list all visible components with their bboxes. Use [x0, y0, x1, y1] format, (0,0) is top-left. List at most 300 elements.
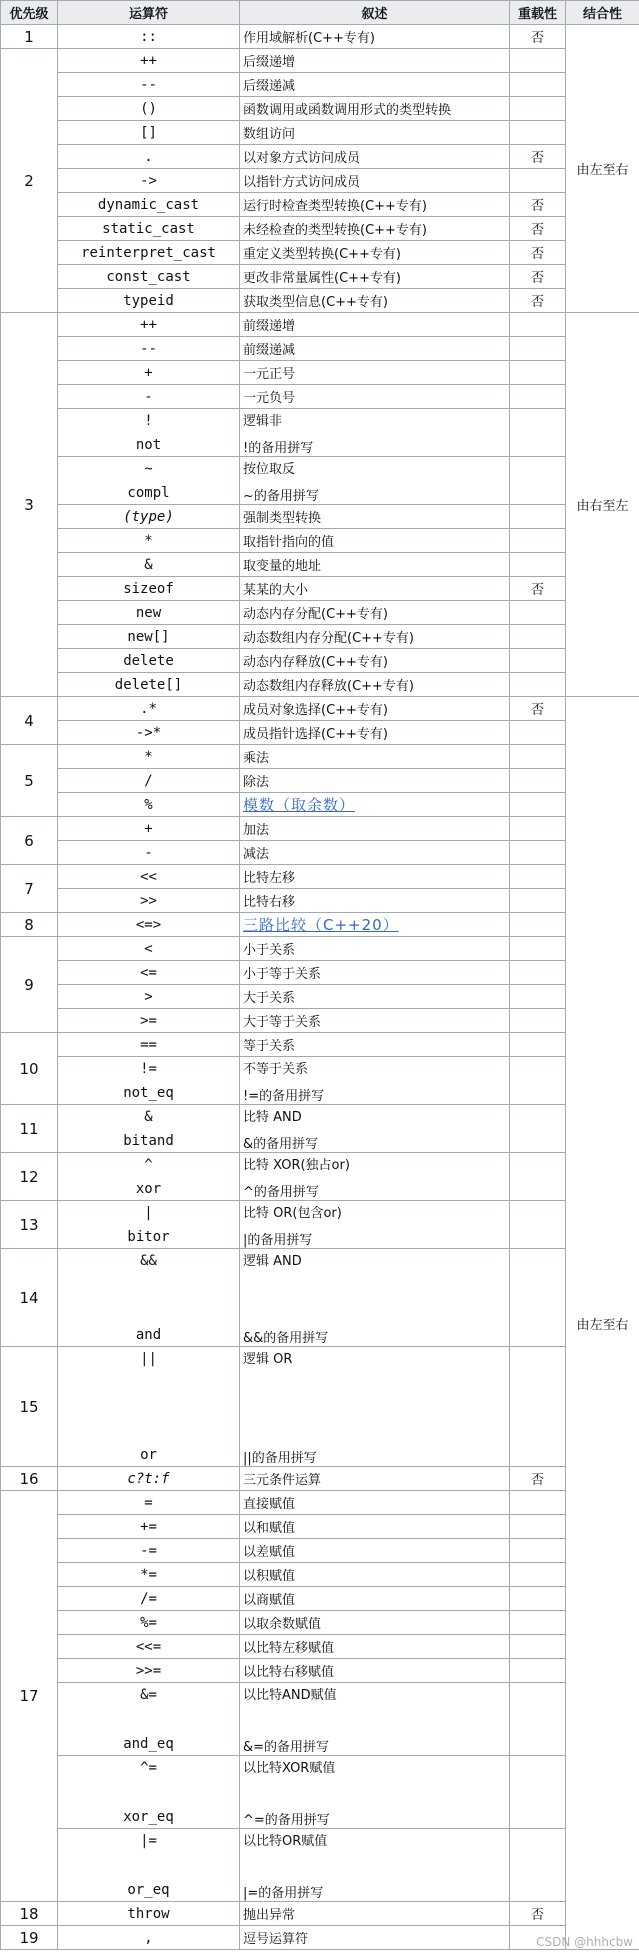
operator-symbol: /: [144, 772, 153, 789]
operator-cell: [58, 1926, 240, 1950]
table-row: [1, 313, 639, 337]
description-text: 以比特左移赋值: [243, 1641, 335, 1656]
description-cell: [240, 361, 510, 385]
table-row: [1, 649, 639, 673]
table-row: [1, 361, 639, 385]
description-cell: [240, 1926, 510, 1950]
operator-symbol: ^: [144, 1156, 153, 1173]
table-row: [1, 97, 639, 121]
operator-cell: [58, 1033, 240, 1057]
operator-symbol: --: [140, 76, 157, 93]
operator-cell: [58, 457, 240, 505]
operator-cell: [58, 145, 240, 169]
description-text: 获取类型信息(C++专有): [243, 295, 389, 310]
operator-symbol: and: [135, 1326, 162, 1343]
operator-symbol: +: [144, 364, 153, 381]
overloadable-cell: [510, 505, 566, 529]
operator-cell: [58, 265, 240, 289]
overloadable-cell: [510, 169, 566, 193]
overloadable-cell: [510, 1611, 566, 1635]
description-text: 减法: [243, 847, 270, 862]
operator-symbol: -=: [140, 1542, 157, 1559]
description-cell: [240, 241, 510, 265]
description-text: 比特 AND: [243, 1109, 302, 1125]
overloadable-cell: 否: [510, 217, 566, 241]
operator-cell: [58, 1249, 240, 1347]
operator-symbol: reinterpret_cast: [81, 244, 216, 261]
description-text: 动态内存释放(C++专有): [243, 655, 389, 670]
table-row: [1, 1249, 639, 1347]
description-cell: [240, 337, 510, 361]
operator-cell: [58, 721, 240, 745]
description-text: 取指针指向的值: [243, 535, 335, 550]
description-text: 取变量的地址: [243, 559, 322, 574]
table-row: [1, 1153, 639, 1201]
overloadable-cell: [510, 817, 566, 841]
overloadable-cell: [510, 553, 566, 577]
description-text: 以对象方式访问成员: [243, 151, 361, 166]
precedence-cell: 9: [1, 937, 58, 1033]
operator-cell: [58, 625, 240, 649]
overloadable-cell: [510, 1105, 566, 1153]
operator-cell: [58, 1105, 240, 1153]
description-text: !的备用拼写: [243, 440, 314, 456]
table-row: [1, 1539, 639, 1563]
description-text: 动态数组内存释放(C++专有): [243, 679, 415, 694]
overloadable-cell: [510, 601, 566, 625]
operator-cell: [58, 409, 240, 457]
description-text: 除法: [243, 775, 270, 790]
header-overloadable: 重载性: [510, 1, 566, 25]
operator-cell: [58, 313, 240, 337]
operator-symbol: *=: [140, 1566, 157, 1583]
precedence-cell: 3: [1, 313, 58, 697]
table-row: [1, 553, 639, 577]
operator-cell: [58, 97, 240, 121]
operator-cell: [58, 577, 240, 601]
table-row: [1, 1587, 639, 1611]
operator-symbol: <: [144, 940, 153, 957]
overloadable-cell: [510, 1153, 566, 1201]
operator-cell: [58, 1539, 240, 1563]
precedence-cell: 16: [1, 1467, 58, 1491]
overloadable-cell: [510, 73, 566, 97]
description-cell: [240, 961, 510, 985]
overloadable-cell: 否: [510, 697, 566, 721]
description-cell: [240, 121, 510, 145]
description-text: 逻辑非: [243, 413, 283, 429]
operator-cell: [58, 193, 240, 217]
table-row: [1, 1659, 639, 1683]
table-row: [1, 1201, 639, 1249]
operator-cell: [58, 1153, 240, 1201]
overloadable-cell: [510, 985, 566, 1009]
description-text: 直接赋值: [243, 1497, 296, 1512]
description-cell[interactable]: [240, 793, 510, 817]
description-cell: [240, 1491, 510, 1515]
description-text: 动态数组内存分配(C++专有): [243, 631, 415, 646]
table-row: [1, 337, 639, 361]
overloadable-cell: [510, 1249, 566, 1347]
precedence-cell: 6: [1, 817, 58, 865]
description-text: 抛出异常: [243, 1908, 296, 1923]
description-cell: [240, 1635, 510, 1659]
table-row: [1, 1467, 639, 1491]
table-row: [1, 25, 639, 49]
description-cell: [240, 985, 510, 1009]
overloadable-cell: [510, 1659, 566, 1683]
precedence-cell: 2: [1, 49, 58, 313]
operator-symbol: bitand: [123, 1132, 174, 1149]
operator-symbol: const_cast: [106, 268, 191, 285]
overloadable-cell: 否: [510, 1902, 566, 1926]
operator-symbol: delete[]: [114, 676, 183, 693]
overloadable-cell: 否: [510, 145, 566, 169]
table-row: [1, 961, 639, 985]
description-text: 三元条件运算: [243, 1473, 322, 1488]
operator-cell: [58, 337, 240, 361]
header-precedence: 优先级: [1, 1, 58, 25]
description-text: 逻辑 OR: [243, 1351, 293, 1367]
operator-cell: [58, 241, 240, 265]
operator-cell: [58, 817, 240, 841]
operator-cell: [58, 649, 240, 673]
description-cell: [240, 193, 510, 217]
description-text: 函数调用或函数调用形式的类型转换: [243, 103, 452, 118]
overloadable-cell: [510, 793, 566, 817]
operator-cell: [58, 1683, 240, 1756]
description-text: ^=的备用拼写: [243, 1812, 330, 1828]
overloadable-cell: [510, 721, 566, 745]
description-cell: [240, 577, 510, 601]
operator-symbol: and_eq: [123, 1735, 174, 1752]
description-text: |=的备用拼写: [243, 1885, 324, 1901]
operator-cell: [58, 49, 240, 73]
operator-cell: [58, 793, 240, 817]
overloadable-cell: [510, 769, 566, 793]
description-cell: [240, 1515, 510, 1539]
associativity-cell: 由左至右: [566, 25, 639, 313]
table-row: [1, 1515, 639, 1539]
operator-cell: [58, 889, 240, 913]
overloadable-cell: 否: [510, 1467, 566, 1491]
description-cell: [240, 25, 510, 49]
description-cell: [240, 409, 510, 457]
overloadable-cell: [510, 1491, 566, 1515]
description-cell: [240, 697, 510, 721]
operator-cell: [58, 169, 240, 193]
operator-cell: [58, 1201, 240, 1249]
description-text: 不等于关系: [243, 1061, 309, 1077]
description-text: 作用域解析(C++专有): [243, 31, 376, 46]
description-text: 成员对象选择(C++专有): [243, 703, 389, 718]
operator-symbol: c?t:f: [127, 1470, 170, 1487]
description-cell: [240, 217, 510, 241]
overloadable-cell: [510, 1829, 566, 1902]
description-cell: [240, 625, 510, 649]
description-cell: [240, 889, 510, 913]
overloadable-cell: [510, 313, 566, 337]
table-row: [1, 769, 639, 793]
operator-cell: [58, 769, 240, 793]
table-row: [1, 169, 639, 193]
operator-cell: [58, 25, 240, 49]
description-cell: [240, 1539, 510, 1563]
table-body: [1, 25, 639, 1950]
operator-cell: [58, 121, 240, 145]
operator-symbol: (): [140, 100, 157, 117]
description-text: 以和赋值: [243, 1521, 296, 1536]
overloadable-cell: [510, 1539, 566, 1563]
description-cell: [240, 529, 510, 553]
description-cell: [240, 457, 510, 505]
overloadable-cell: 否: [510, 577, 566, 601]
description-cell: [240, 1201, 510, 1249]
operator-symbol: +=: [140, 1518, 157, 1535]
table-row: [1, 1635, 639, 1659]
description-text: ~的备用拼写: [243, 488, 319, 504]
description-cell: [240, 1057, 510, 1105]
description-cell: [240, 1033, 510, 1057]
table-row: [1, 1033, 639, 1057]
overloadable-cell: [510, 1563, 566, 1587]
header-description: 叙述: [240, 1, 510, 25]
precedence-cell: 1: [1, 25, 58, 49]
table-row: [1, 985, 639, 1009]
description-cell: [240, 1902, 510, 1926]
table-row: [1, 49, 639, 73]
operator-cell: [58, 745, 240, 769]
description-cell: [240, 937, 510, 961]
description-text: 大于等于关系: [243, 1015, 322, 1030]
description-text: 以积赋值: [243, 1569, 296, 1584]
operator-symbol: !=: [140, 1060, 157, 1077]
table-row: [1, 121, 639, 145]
operator-symbol: |: [144, 1204, 153, 1221]
operator-cell: [58, 1587, 240, 1611]
operator-symbol: (type): [123, 508, 174, 525]
operator-symbol: xor: [135, 1180, 162, 1197]
operator-symbol: ->*: [135, 724, 162, 741]
operator-symbol: <=: [140, 964, 157, 981]
operator-symbol: delete: [123, 652, 174, 669]
operator-symbol: new[]: [127, 628, 170, 645]
table-row: [1, 1009, 639, 1033]
description-cell: [240, 73, 510, 97]
description-text: 后缀递增: [243, 55, 296, 70]
table-row: [1, 385, 639, 409]
operator-symbol: bitor: [127, 1228, 170, 1245]
precedence-cell: 14: [1, 1249, 58, 1347]
description-text: 比特 XOR(独占or): [243, 1157, 350, 1173]
operator-symbol: not: [135, 436, 162, 453]
description-cell: [240, 649, 510, 673]
description-cell[interactable]: [240, 913, 510, 937]
description-text: 运行时检查类型转换(C++专有): [243, 199, 428, 214]
description-cell: [240, 1153, 510, 1201]
operator-symbol: &=: [140, 1686, 157, 1703]
header-operator: 运算符: [58, 1, 240, 25]
operator-cell: [58, 1611, 240, 1635]
table-row: [1, 817, 639, 841]
description-text: 逗号运算符: [243, 1932, 309, 1947]
description-text: &=的备用拼写: [243, 1739, 330, 1755]
operator-cell: [58, 697, 240, 721]
operator-cell: [58, 1756, 240, 1829]
description-cell: [240, 1563, 510, 1587]
operator-symbol: ^=: [140, 1759, 157, 1776]
table-row: [1, 745, 639, 769]
overloadable-cell: [510, 457, 566, 505]
operator-symbol: compl: [127, 484, 170, 501]
overloadable-cell: [510, 409, 566, 457]
overloadable-cell: [510, 673, 566, 697]
description-cell: [240, 1829, 510, 1902]
table-row: [1, 1491, 639, 1515]
overloadable-cell: [510, 841, 566, 865]
description-text: |的备用拼写: [243, 1232, 313, 1248]
overloadable-cell: [510, 649, 566, 673]
operator-cell: [58, 73, 240, 97]
overloadable-cell: 否: [510, 193, 566, 217]
overloadable-cell: [510, 745, 566, 769]
description-cell: [240, 1467, 510, 1491]
operator-cell: [58, 1515, 240, 1539]
table-row: [1, 1347, 639, 1467]
precedence-cell: 19: [1, 1926, 58, 1950]
precedence-cell: 7: [1, 865, 58, 913]
operator-symbol: ::: [140, 28, 157, 45]
operator-symbol: <<: [140, 868, 157, 885]
overloadable-cell: 否: [510, 241, 566, 265]
description-cell: [240, 745, 510, 769]
operator-symbol: <<=: [135, 1638, 162, 1655]
overloadable-cell: [510, 625, 566, 649]
description-link[interactable]: 模数（取余数）: [243, 796, 356, 814]
description-text: 以比特OR赋值: [243, 1833, 328, 1849]
description-cell: [240, 553, 510, 577]
table-row: [1, 841, 639, 865]
header-row: [1, 1, 639, 25]
precedence-cell: 12: [1, 1153, 58, 1201]
operator-symbol: .*: [140, 700, 157, 717]
table-row: [1, 457, 639, 505]
operator-symbol: typeid: [123, 292, 174, 309]
overloadable-cell: [510, 961, 566, 985]
table-row: [1, 793, 639, 817]
operator-symbol: []: [140, 124, 157, 141]
operator-symbol: ++: [140, 316, 157, 333]
operator-symbol: <=>: [135, 916, 162, 933]
description-text: 以比特XOR赋值: [243, 1760, 336, 1776]
overloadable-cell: [510, 337, 566, 361]
operator-symbol: >>: [140, 892, 157, 909]
table-row: [1, 577, 639, 601]
operator-symbol: -: [144, 388, 153, 405]
description-cell: [240, 1587, 510, 1611]
description-cell: [240, 769, 510, 793]
operator-symbol: =: [144, 1494, 153, 1511]
description-text: !=的备用拼写: [243, 1088, 325, 1104]
table-row: [1, 1611, 639, 1635]
overloadable-cell: [510, 1033, 566, 1057]
operator-symbol: xor_eq: [123, 1808, 174, 1825]
overloadable-cell: 否: [510, 265, 566, 289]
description-text: &的备用拼写: [243, 1136, 319, 1152]
description-link[interactable]: 三路比较（C++20）: [243, 916, 399, 934]
watermark: CSDN @hhhcbw: [536, 1935, 633, 1949]
description-text: 重定义类型转换(C++专有): [243, 247, 402, 262]
description-text: 数组访问: [243, 127, 296, 142]
operator-cell: [58, 1659, 240, 1683]
operator-cell: [58, 1467, 240, 1491]
table-row: [1, 697, 639, 721]
table-row: [1, 217, 639, 241]
description-cell: [240, 505, 510, 529]
description-text: 强制类型转换: [243, 511, 322, 526]
description-text: 大于关系: [243, 991, 296, 1006]
operator-symbol: --: [140, 340, 157, 357]
description-text: 小于关系: [243, 943, 296, 958]
operator-cell: [58, 1057, 240, 1105]
description-cell: [240, 721, 510, 745]
description-cell: [240, 145, 510, 169]
description-text: 小于等于关系: [243, 967, 322, 982]
description-text: 动态内存分配(C++专有): [243, 607, 389, 622]
overloadable-cell: 否: [510, 25, 566, 49]
overloadable-cell: [510, 1683, 566, 1756]
overloadable-cell: [510, 1347, 566, 1467]
operator-symbol: *: [144, 748, 153, 765]
table-row: [1, 1756, 639, 1829]
operator-symbol: -: [144, 844, 153, 861]
description-text: ||的备用拼写: [243, 1450, 317, 1466]
header-associativity: 结合性: [566, 1, 639, 25]
description-text: 加法: [243, 823, 270, 838]
precedence-cell: 17: [1, 1491, 58, 1902]
table-row: [1, 601, 639, 625]
operator-symbol: !: [144, 412, 153, 429]
table-row: [1, 1683, 639, 1756]
precedence-cell: 18: [1, 1902, 58, 1926]
description-text: 以比特AND赋值: [243, 1687, 337, 1703]
precedence-cell: 10: [1, 1033, 58, 1105]
table-row: [1, 673, 639, 697]
table-row: [1, 625, 639, 649]
description-text: 以比特右移赋值: [243, 1665, 335, 1680]
table-row: [1, 529, 639, 553]
description-cell: [240, 1105, 510, 1153]
operator-symbol: throw: [127, 1905, 170, 1922]
overloadable-cell: [510, 97, 566, 121]
operator-cell: [58, 937, 240, 961]
description-text: 逻辑 AND: [243, 1253, 302, 1269]
operator-cell: [58, 361, 240, 385]
operator-symbol: ++: [140, 52, 157, 69]
overloadable-cell: [510, 1756, 566, 1829]
operator-symbol: %=: [140, 1614, 157, 1631]
description-text: 比特 OR(包含or): [243, 1205, 342, 1221]
precedence-cell: 8: [1, 913, 58, 937]
operator-symbol: /=: [140, 1590, 157, 1607]
precedence-cell: 11: [1, 1105, 58, 1153]
precedence-cell: 5: [1, 745, 58, 817]
description-text: 某某的大小: [243, 583, 309, 598]
description-cell: [240, 841, 510, 865]
operator-cell: [58, 1635, 240, 1659]
table-row: [1, 1105, 639, 1153]
description-text: 比特右移: [243, 895, 296, 910]
